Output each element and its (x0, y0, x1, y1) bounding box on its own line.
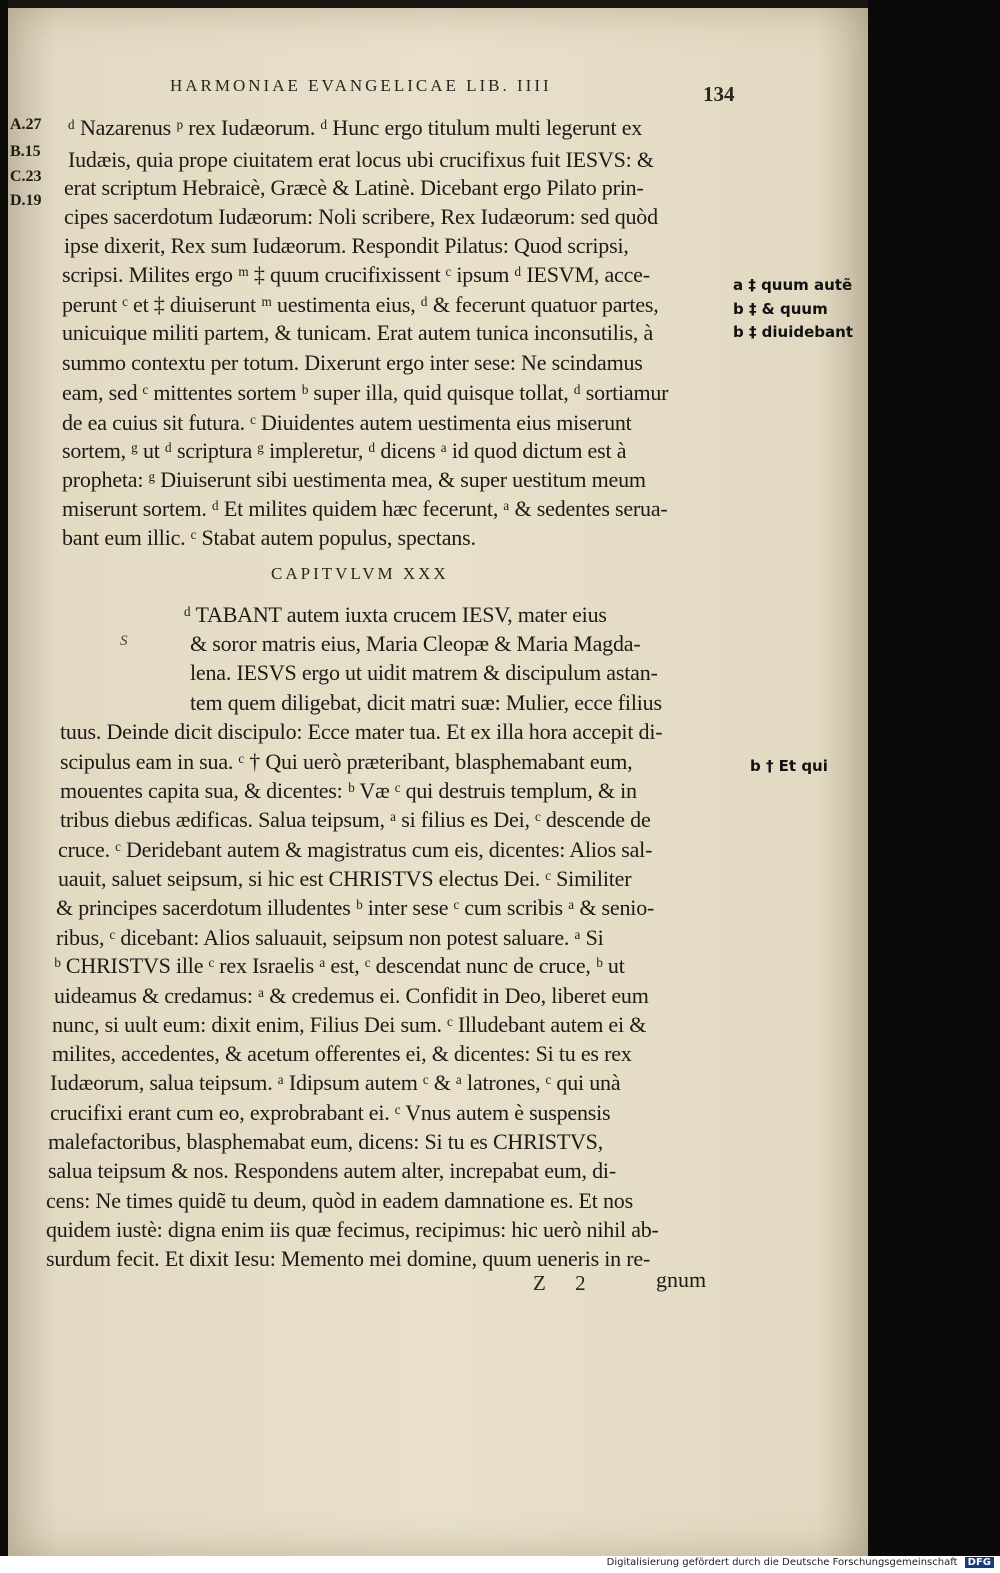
credit-text: Digitalisierung gefördert durch die Deutsche Forschungsgemeinschaft (606, 1557, 958, 1568)
text-line: ᵈ TABANT autem iuxta crucem IESV, mater eius (184, 602, 607, 627)
text-line: milites, accedentes, & acetum offerentes ei, & dicentes: Si tu es rex (52, 1041, 632, 1066)
text-line: propheta: ᵍ Diuiserunt sibi uestimenta mea, & super uestitum meum (62, 467, 646, 492)
text-line: cipes sacerdotum Iudæorum: Noli scribere, Rex Iudæorum: sed quòd (64, 204, 658, 229)
text-line: scripsi. Milites ergo ᵐ ‡ quum crucifixissent ᶜ ipsum ᵈ IESVM, acce- (62, 262, 650, 287)
text-line: ipse dixerit, Rex sum Iudæorum. Respondit Pilatus: Quod scripsi, (64, 233, 629, 258)
text-line: miserunt sortem. ᵈ Et milites quidem hæc fecerunt, ᵃ & sedentes serua- (62, 496, 668, 521)
running-head: HARMONIAE EVANGELICAE LIB. IIII (170, 76, 552, 95)
text-line: bant eum illic. ᶜ Stabat autem populus, spectans. (62, 525, 476, 550)
text-line: quidem iustè: digna enim iis quæ fecimus, recipimus: hic uerò nihil ab- (46, 1217, 659, 1242)
text-line: tribus diebus ædificas. Salua teipsum, ᵃ si filius es Dei, ᶜ descende de (60, 807, 651, 832)
text-line: cens: Ne times quidẽ tu deum, quòd in eadem damnatione es. Et nos (46, 1188, 633, 1213)
text-line: uauit, saluet seipsum, si hic est CHRISTVS electus Dei. ᶜ Similiter (58, 866, 632, 891)
folio-number: 134 (703, 82, 735, 106)
text-line: mouentes capita sua, & dicentes: ᵇ Væ ᶜ qui destruis templum, & in (60, 778, 637, 803)
text-line: lena. IESVS ergo ut uidit matrem & discipulum astan- (190, 660, 658, 685)
text-line: de ea cuius sit futura. ᶜ Diuidentes autem uestimenta eius miserunt (62, 410, 632, 435)
text-line: summo contextu per totum. Dixerunt ergo inter sese: Ne scindamus (62, 350, 643, 375)
text-line: & soror matris eius, Maria Cleopæ & Maria Magda- (190, 631, 641, 656)
text-line: scipulus eam in sua. ᶜ † Qui uerò præteribant, blasphemabant eum, (60, 749, 633, 774)
signature-mark: Z 2 (533, 1271, 598, 1295)
side-note: b ‡ & quum (733, 300, 828, 318)
scan-margin-strip (868, 0, 1000, 1573)
text-line: uideamus & credamus: ᵃ & credemus ei. Confidit in Deo, liberet eum (54, 983, 649, 1008)
text-line: sortem, ᵍ ut ᵈ scriptura ᵍ impleretur, ᵈ dicens ᵃ id quod dictum est à (62, 438, 627, 463)
text-line: malefactoribus, blasphemabat eum, dicens: Si tu es CHRISTVS, (48, 1129, 604, 1154)
text-line: & principes sacerdotum illudentes ᵇ inter sese ᶜ cum scribis ᵃ & senio- (56, 895, 655, 920)
text-line: crucifixi erant cum eo, exprobrabant ei. ᶜ Vnus autem è suspensis (50, 1100, 611, 1125)
dfg-logo: DFG (965, 1557, 994, 1568)
text-line: nunc, si uult eum: dixit enim, Filius Dei sum. ᶜ Illudebant autem ei & (52, 1012, 647, 1037)
margin-ref: D.19 (10, 192, 42, 209)
chapter-heading: CAPITVLVM XXX (271, 564, 449, 583)
text-line: Iudæorum, salua teipsum. ᵃ Idipsum autem ᶜ & ᵃ latrones, ᶜ qui unà (50, 1070, 621, 1095)
text-line: tem quem diligebat, dicit matri suæ: Mulier, ecce filius (190, 690, 662, 715)
margin-ref: B.15 (10, 143, 41, 160)
text-line: cruce. ᶜ Deridebant autem & magistratus cum eis, dicentes: Alios sal- (58, 837, 653, 862)
catchword: gnum (656, 1267, 707, 1292)
side-note: a ‡ quum autẽ (733, 276, 853, 294)
digitization-credit (607, 1557, 994, 1568)
initial-guide-letter: S (120, 633, 128, 649)
side-note: b ‡ diuidebant (733, 323, 853, 341)
text-line: ribus, ᶜ dicebant: Alios saluauit, seipsum non potest saluare. ᵃ Si (56, 925, 604, 950)
text-line: Iudæis, quia prope ciuitatem erat locus ubi crucifixus fuit IESVS: & (68, 147, 654, 172)
side-note: b † Et qui (750, 757, 828, 775)
book-spine-shadow (0, 0, 8, 1573)
text-line: perunt ᶜ et ‡ diuiserunt ᵐ uestimenta eius, ᵈ & fecerunt quatuor partes, (62, 292, 659, 317)
text-line: eam, sed ᶜ mittentes sortem ᵇ super illa, quid quisque tollat, ᵈ sortiamur (62, 380, 669, 405)
text-line: surdum fecit. Et dixit Iesu: Memento mei domine, quum ueneris in re- (46, 1246, 651, 1271)
margin-ref: A.27 (10, 116, 42, 133)
text-line: erat scriptum Hebraicè, Græcè & Latinè. Dicebant ergo Pilato prin- (64, 175, 644, 200)
margin-ref: C.23 (10, 168, 42, 185)
text-line: tuus. Deinde dicit discipulo: Ecce mater tua. Et ex illa hora accepit di- (60, 719, 663, 744)
text-line: salua teipsum & nos. Respondens autem alter, increpabat eum, di- (48, 1158, 616, 1183)
text-line: ᵇ CHRISTVS ille ᶜ rex Israelis ᵃ est, ᶜ descendat nunc de cruce, ᵇ ut (54, 953, 625, 978)
text-line: unicuique militi partem, & tunicam. Erat autem tunica inconsutilis, à (62, 320, 654, 345)
text-line: ᵈ Nazarenus ᵖ rex Iudæorum. ᵈ Hunc ergo titulum multi legerunt ex (68, 115, 643, 140)
